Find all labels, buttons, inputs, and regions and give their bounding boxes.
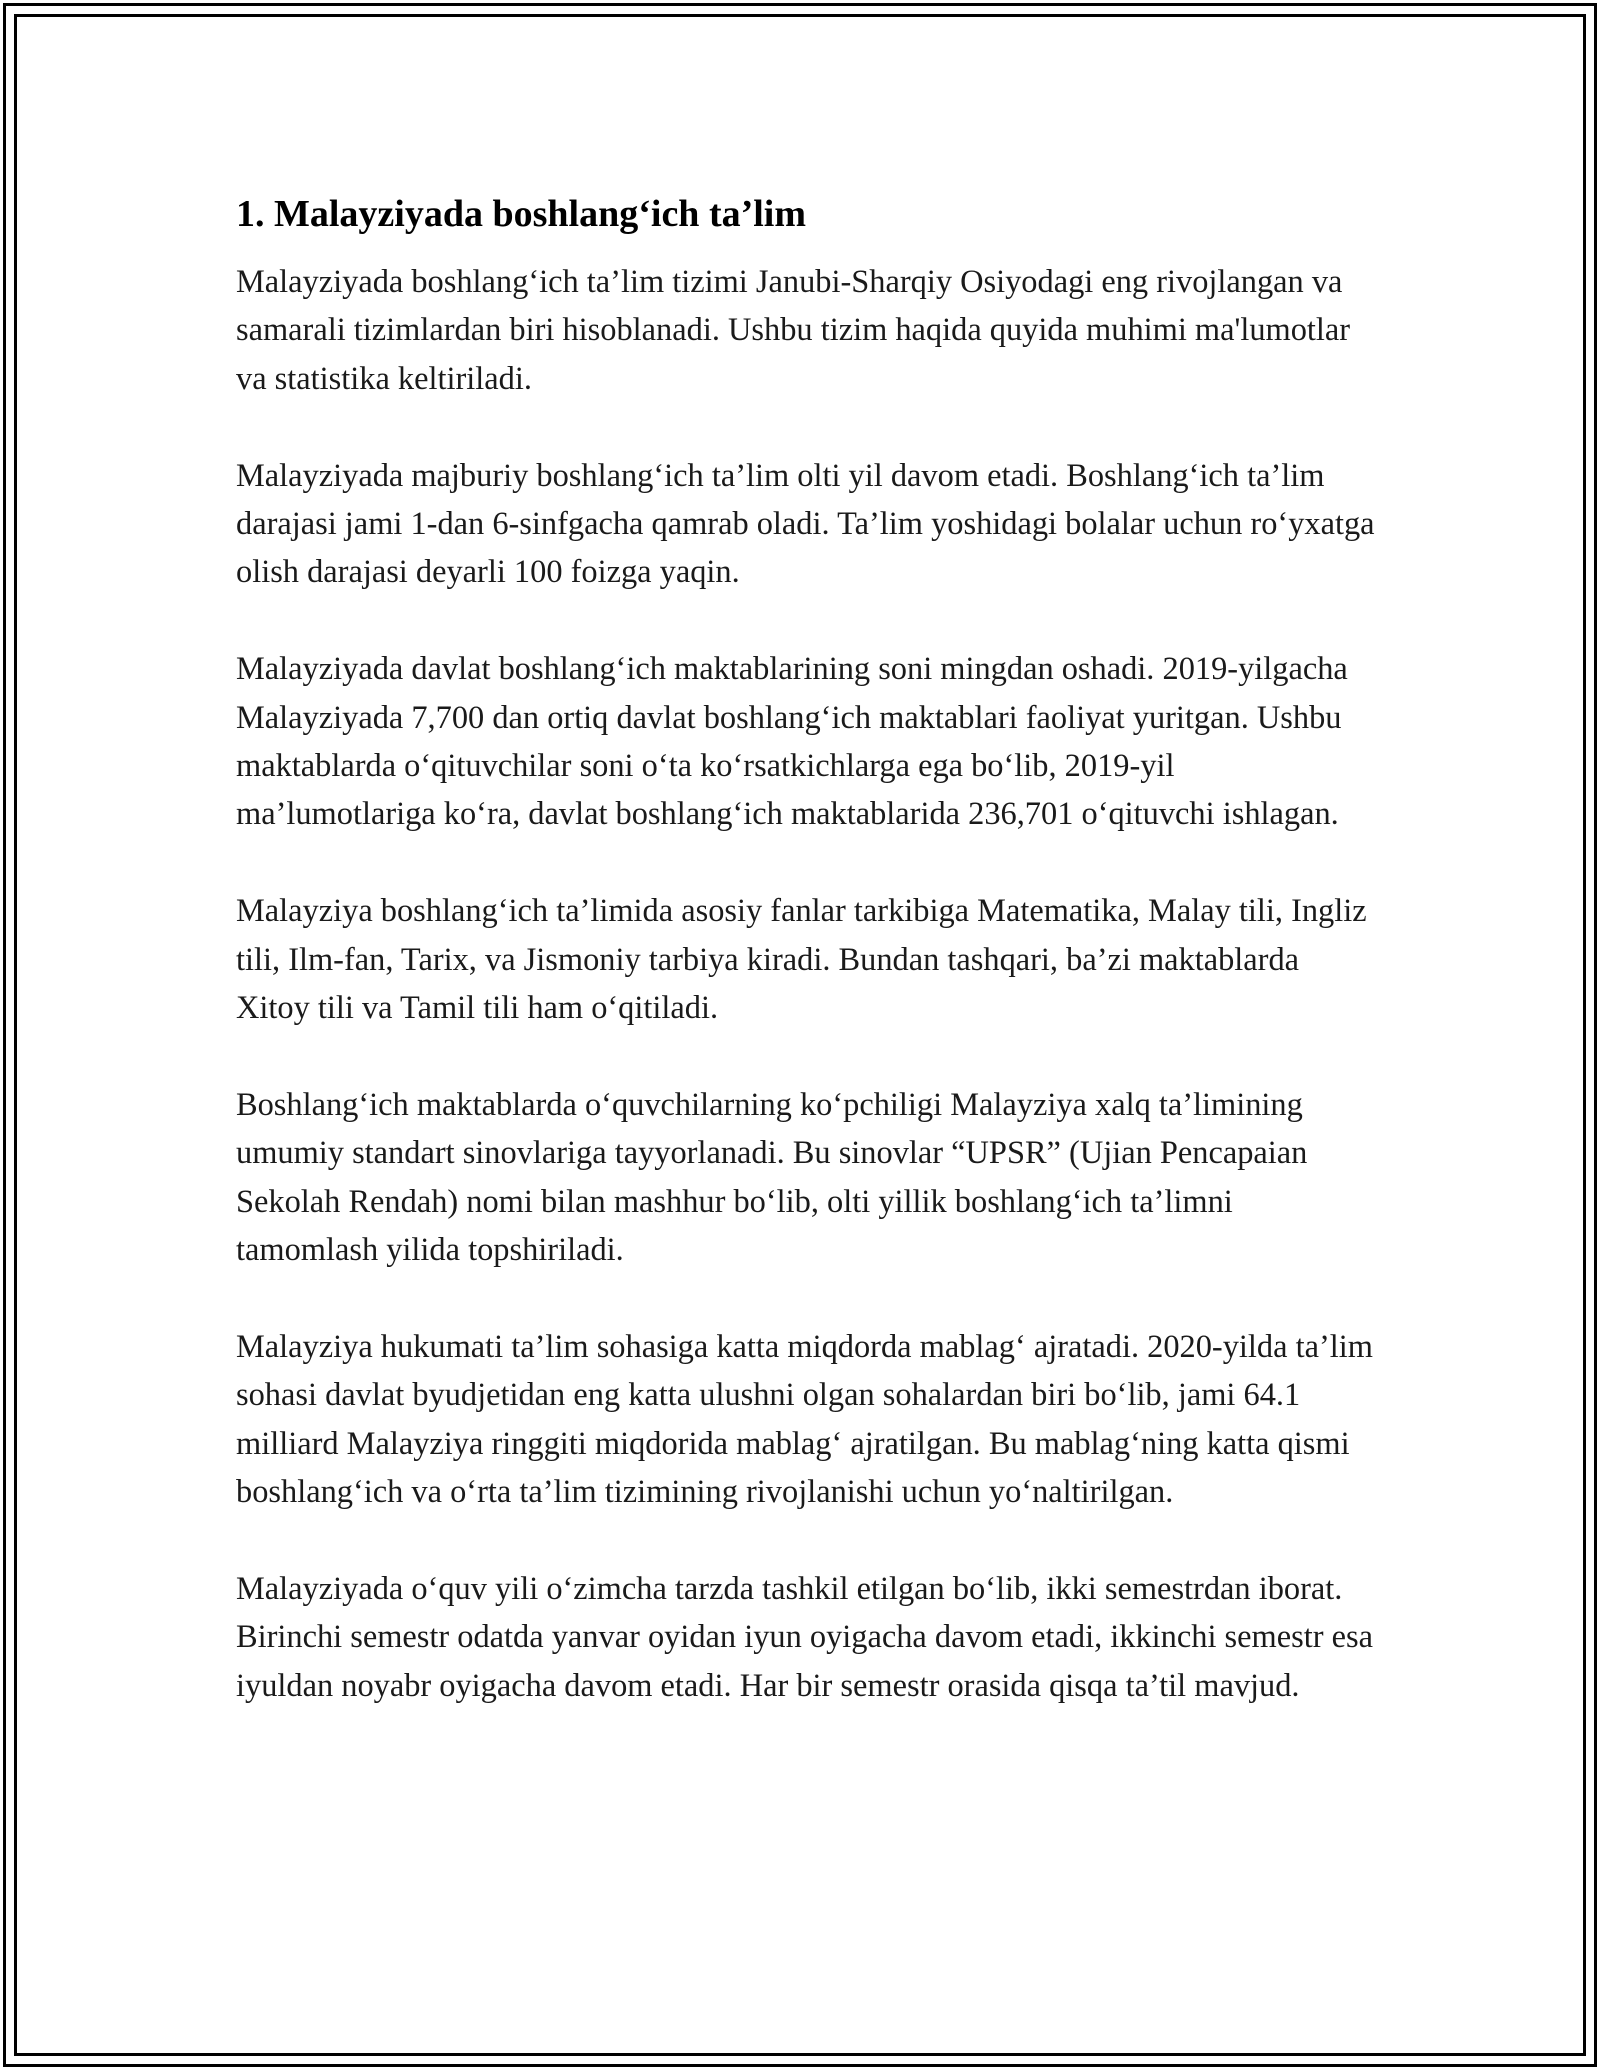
paragraph-funding: Malayziya hukumati ta’lim sohasiga katta miqdorda mablag‘ ajratadi. 2020-yilda ta’lim sohasi davlat byudjetidan eng katta ulushni olgan sohalardan biri bo‘lib, jami 64.1 milliard Malayziya ringgiti miqdorida mablag‘ ajratilgan. Bu mablag‘ning katta qismi boshlang‘ich va o‘rta ta’lim tizimining rivojlanishi uchun yo‘naltirilgan. (236, 1328, 1373, 1511)
paragraph-upsr-exams: Boshlang‘ich maktablarda o‘quvchilarning ko‘pchiligi Malayziya xalq ta’limining umumiy standart sinovlariga tayyorlanadi. Bu sinovlar “UPSR” (Ujian Pencapaian Sekolah Rendah) nomi bilan mashhur bo‘lib, olti yillik boshlang‘ich ta’limni tamomlash yilida topshiriladi. (236, 1086, 1308, 1269)
paragraph-schools-teachers: Malayziyada davlat boshlang‘ich maktablarining soni mingdan oshadi. 2019-yilgacha Malayziyada 7,700 dan ortiq davlat boshlang‘ich maktablari faoliyat yuritgan. Ushbu maktablarda o‘qituvchilar soni o‘ta ko‘rsatkichlarga ega bo‘lib, 2019-yil ma’lumotlariga ko‘ra, davlat boshlang‘ich maktablarida 236,701 o‘qituvchi ishlagan. (236, 651, 1348, 833)
paragraph-intro: Malayziyada boshlang‘ich ta’lim tizimi Janubi-Sharqiy Osiyodagi eng rivojlangan va samarali tizimlardan biri hisoblanadi. Ushbu tizim haqida quyida muhimi ma'lumotlar va statistika keltiriladi. (236, 264, 1351, 397)
paragraph-academic-year: Malayziyada o‘quv yili o‘zimcha tarzda tashkil etilgan bo‘lib, ikki semestrdan iborat. Birinchi semestr odatda yanvar oyidan iyun oyigacha davom etadi, ikkinchi semestr esa iyuldan noyabr oyigacha davom etadi. Har bir semestr orasida qisqa ta’til mavjud. (236, 1570, 1373, 1704)
paragraph-subjects: Malayziya boshlang‘ich ta’limida asosiy fanlar tarkibiga Matematika, Malay tili, Ingliz tili, Ilm-fan, Tarix, va Jismoniy tarbiya kiradi. Bundan tashqari, ba’zi maktablarda Xitoy tili va Tamil tili ham o‘qitiladi. (236, 893, 1367, 1027)
paragraph-compulsory-duration: Malayziyada majburiy boshlang‘ich ta’lim olti yil davom etadi. Boshlang‘ich ta’lim darajasi jami 1-dan 6-sinfgacha qamrab oladi. Ta’lim yoshidagi bolalar uchun ro‘yxatga olish darajasi deyarli 100 foizga yaqin. (236, 457, 1375, 591)
section-heading: 1. Malayziyada boshlang‘ich ta’lim (236, 193, 807, 235)
document-body (236, 188, 1376, 1758)
